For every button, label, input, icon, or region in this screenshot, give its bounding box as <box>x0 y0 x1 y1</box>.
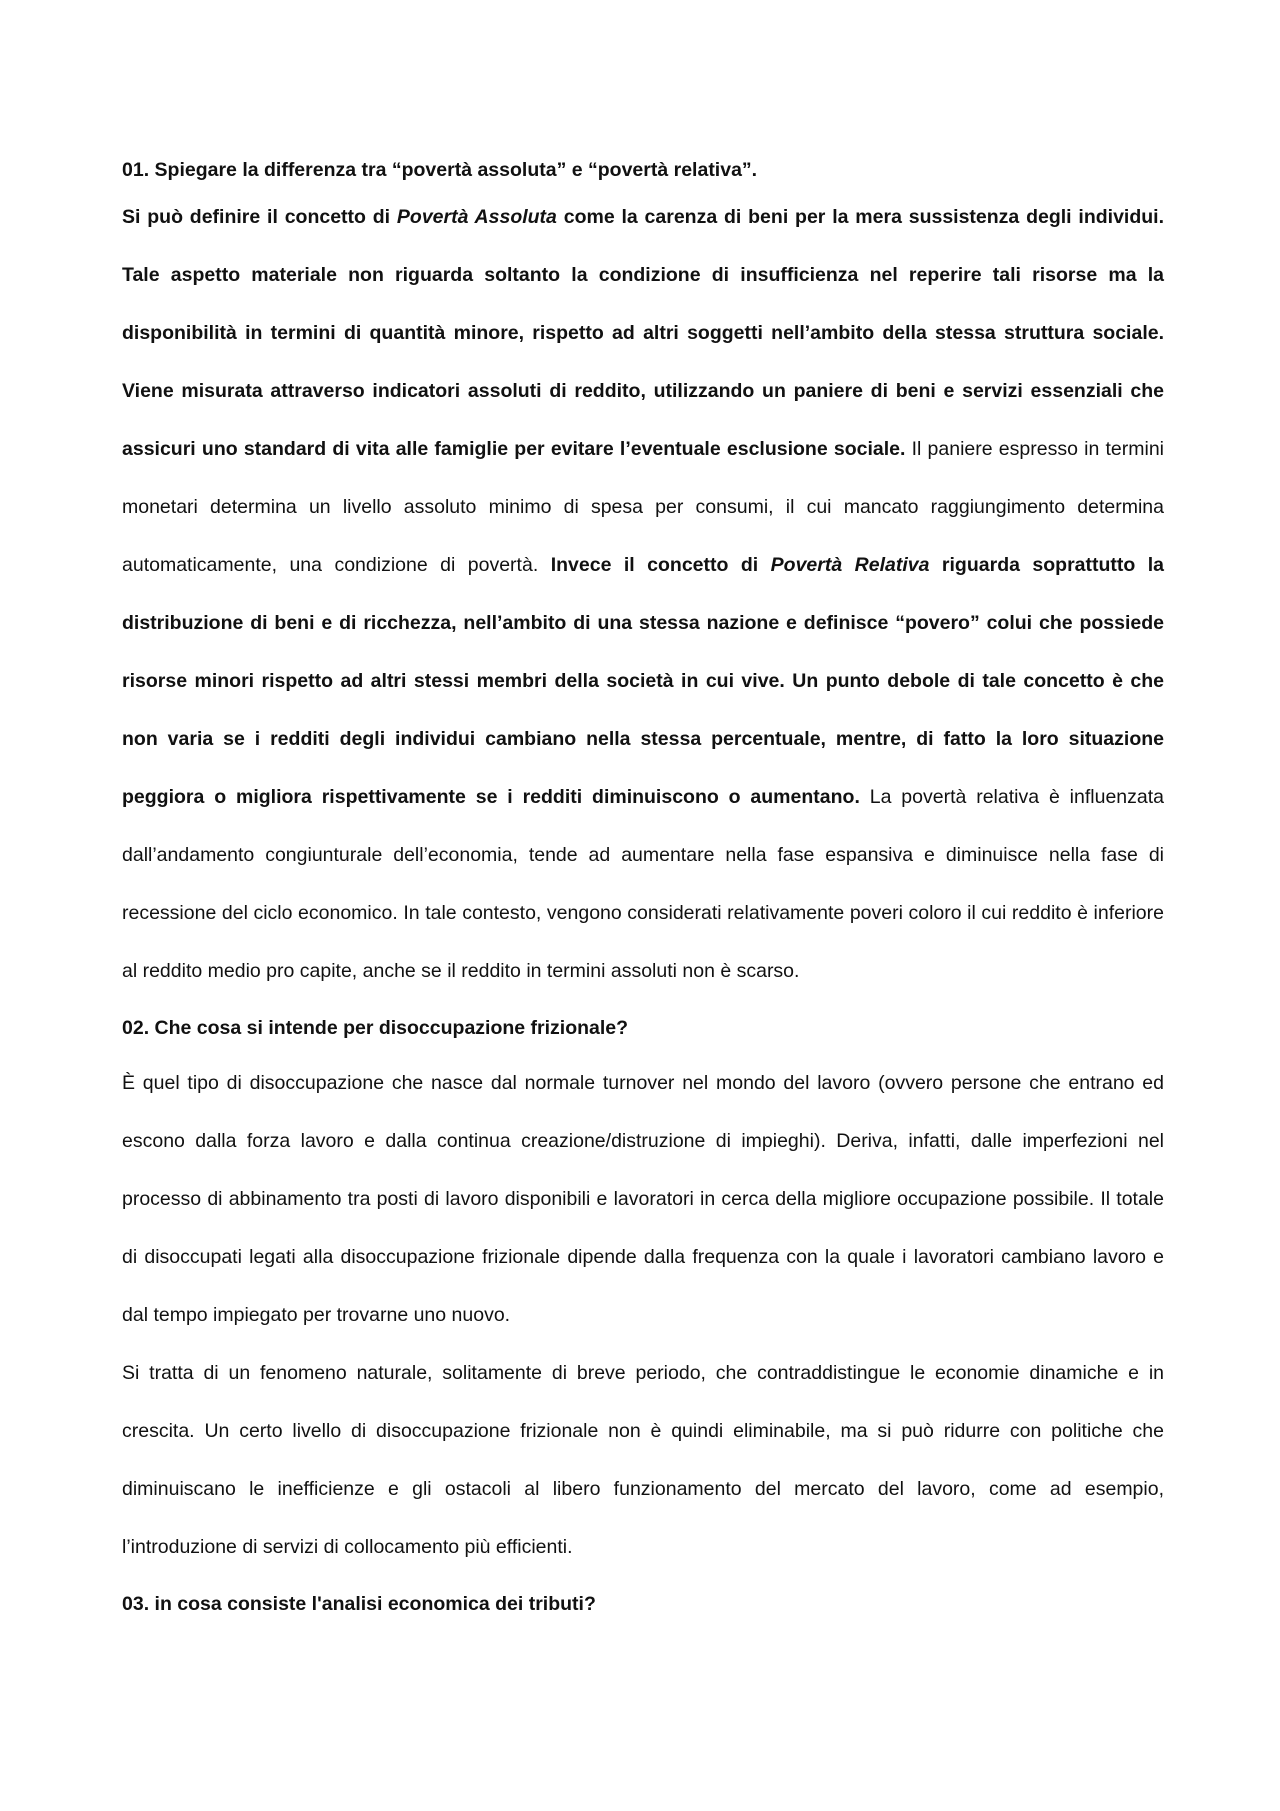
answer-1-normal-a: Il paniere espresso in termini monetari determina un livello assoluto minimo di spesa per consumi, il cui mancato raggiungimento determina automaticamente, una condizione di povertà. <box>122 438 1164 576</box>
question-1-title: 01. Spiegare la differenza tra “povertà assoluta” e “povertà relativa”. <box>122 159 758 181</box>
answer-1-bold-c: Invece il concetto di <box>538 554 771 576</box>
answer-1-bold-b: come la carenza di beni per la mera sussistenza degli individui. Tale aspetto materiale non riguarda soltanto la condizione di insufficienza nel reperire tali risorse ma la disponibilità in termini di quantità minore, rispetto ad altri soggetti nell’ambito della stessa struttura sociale. Viene misurata attraverso indicatori assoluti di reddito, utilizzando un paniere di beni e servizi essenziali che assicuri uno standard di vita alle famiglie per evitare l’eventuale esclusione sociale. <box>122 206 1164 460</box>
document-content <box>122 152 1164 1630</box>
question-2-title: 02. Che cosa si intende per disoccupazione frizionale? <box>122 1017 629 1039</box>
answer-1-bold-a: Si può definire il concetto di <box>122 206 397 228</box>
question-2-answer-paragraph-2: Si tratta di un fenomeno naturale, solitamente di breve periodo, che contraddistingue le economie dinamiche e in crescita. Un certo livello di disoccupazione frizionale non è quindi eliminabile, ma si può ridurre con politiche che diminuiscano le inefficienze e gli ostacoli al libero funzionamento del mercato del lavoro, come ad esempio, l’introduzione di servizi di collocamento più efficienti. <box>122 1362 1164 1558</box>
answer-1-term-absolute: Povertà Assoluta <box>396 206 557 228</box>
answer-1-term-relative: Povertà Relativa <box>770 554 930 576</box>
question-2-answer-paragraph-1: È quel tipo di disoccupazione che nasce dal normale turnover nel mondo del lavoro (ovvero persone che entrano ed escono dalla forza lavoro e dalla continua creazione/distruzione di impieghi). Deriva, infatti, dalle imperfezioni nel processo di abbinamento tra posti di lavoro disponibili e lavoratori in cerca della migliore occupazione possibile. Il totale di disoccupati legati alla disoccupazione frizionale dipende dalla frequenza con la quale i lavoratori cambiano lavoro e dal tempo impiegato per trovarne uno nuovo. <box>122 1072 1164 1326</box>
answer-1-bold-d: riguarda soprattutto la distribuzione di beni e di ricchezza, nell’ambito di una stessa nazione e definisce “povero” colui che possiede risorse minori rispetto ad altri stessi membri della società in cui vive. Un punto debole di tale concetto è che non varia se i redditi degli individui cambiano nella stessa percentuale, mentre, di fatto la loro situazione peggiora o migliora rispettivamente se i redditi diminuiscono o aumentano. <box>122 554 1165 808</box>
question-1-answer <box>122 188 1164 1000</box>
answer-1-normal-b: La povertà relativa è influenzata dall’andamento congiunturale dell’economia, tende ad aumentare nella fase espansiva e diminuisce nella fase di recessione del ciclo economico. In tale contesto, vengono considerati relativamente poveri coloro il cui reddito è inferiore al reddito medio pro capite, anche se il reddito in termini assoluti non è scarso. <box>122 786 1164 982</box>
question-3-title: 03. in cosa consiste l'analisi economica dei tributi? <box>122 1593 596 1615</box>
